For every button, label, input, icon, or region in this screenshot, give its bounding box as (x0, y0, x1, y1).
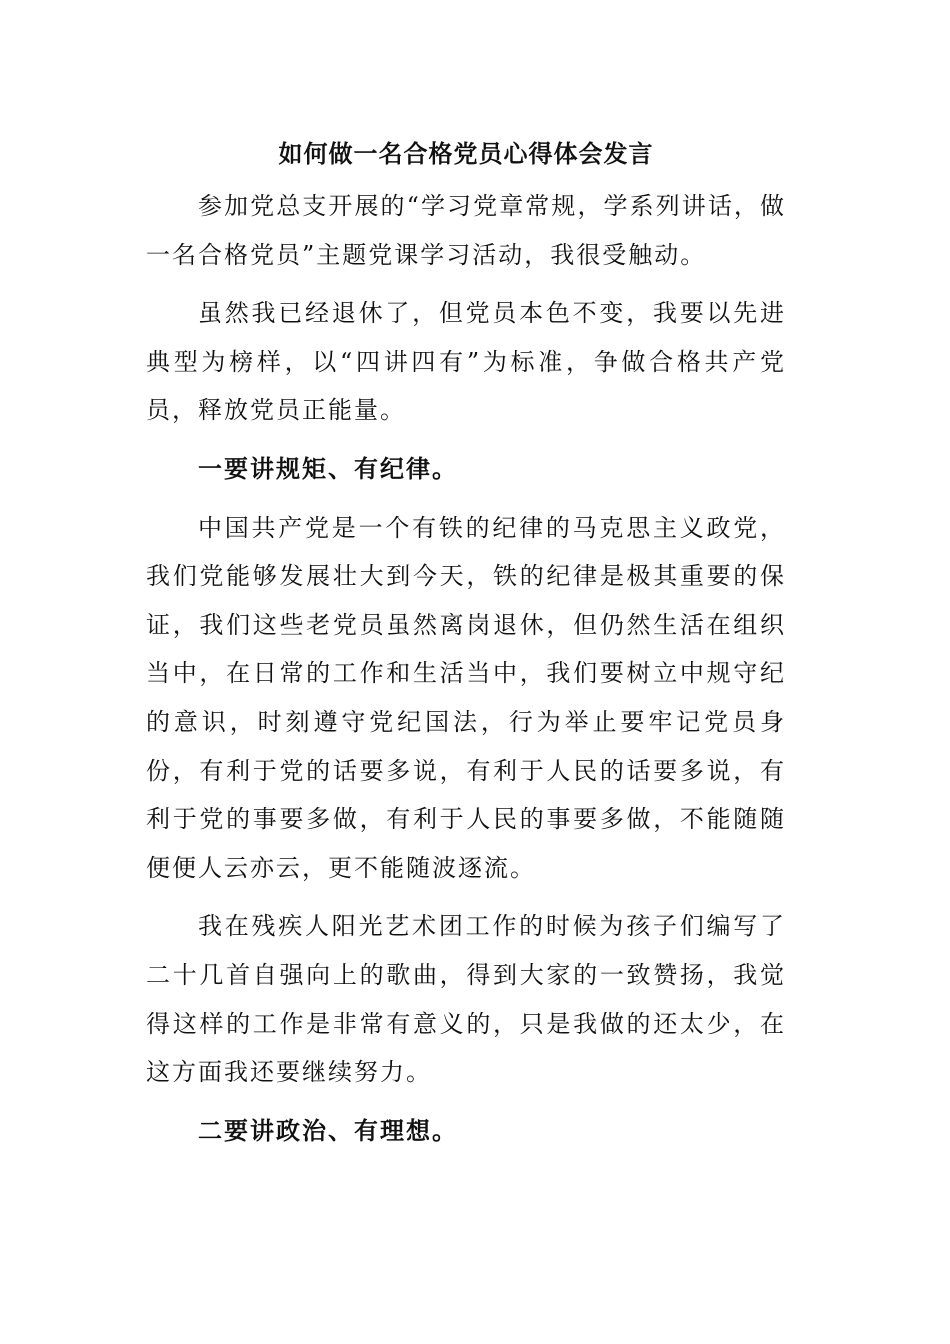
section-heading-discipline: 一要讲规矩、有纪律。 (198, 453, 458, 483)
spacer (146, 174, 786, 182)
document-body (146, 134, 786, 1155)
spacer (146, 279, 786, 289)
paragraph-intro: 参加党总支开展的“学习党章常规，学系列讲话，做一名合格党员”主题党课学习活动，我很受触动。 (146, 192, 786, 269)
spacer (146, 435, 786, 445)
paragraph-art-troupe: 我在残疾人阳光艺术团工作的时候为孩子们编写了二十几首自强向上的歌曲，得到大家的一致赞扬，我觉得这样的工作是非常有意义的，只是我做的还太少，在这方面我还要继续努力。 (146, 912, 786, 1087)
paragraph-retired: 虽然我已经退休了，但党员本色不变，我要以先进典型为榜样，以“四讲四有”为标准，争做合格共产党员，释放党员正能量。 (146, 299, 786, 425)
document-title: 如何做一名合格党员心得体会发言 (278, 139, 654, 168)
paragraph-discipline: 中国共产党是一个有铁的纪律的马克思主义政党，我们党能够发展壮大到今天，铁的纪律是极其重要的保证，我们这些老党员虽然离岗退休，但仍然生活在组织当中，在日常的工作和生活当中，我们要树立中规守纪的意识，时刻遵守党纪国法，行为举止要牢记党员身份，有利于党的话要多说，有利于人民的话要多说，有利于党的事要多做，有利于人民的事要多做，不能随随便便人云亦云，更不能随波逐流。 (146, 513, 786, 882)
spacer (146, 1097, 786, 1107)
section-heading-politics: 二要讲政治、有理想。 (198, 1115, 458, 1145)
spacer (146, 892, 786, 902)
spacer (146, 494, 786, 504)
